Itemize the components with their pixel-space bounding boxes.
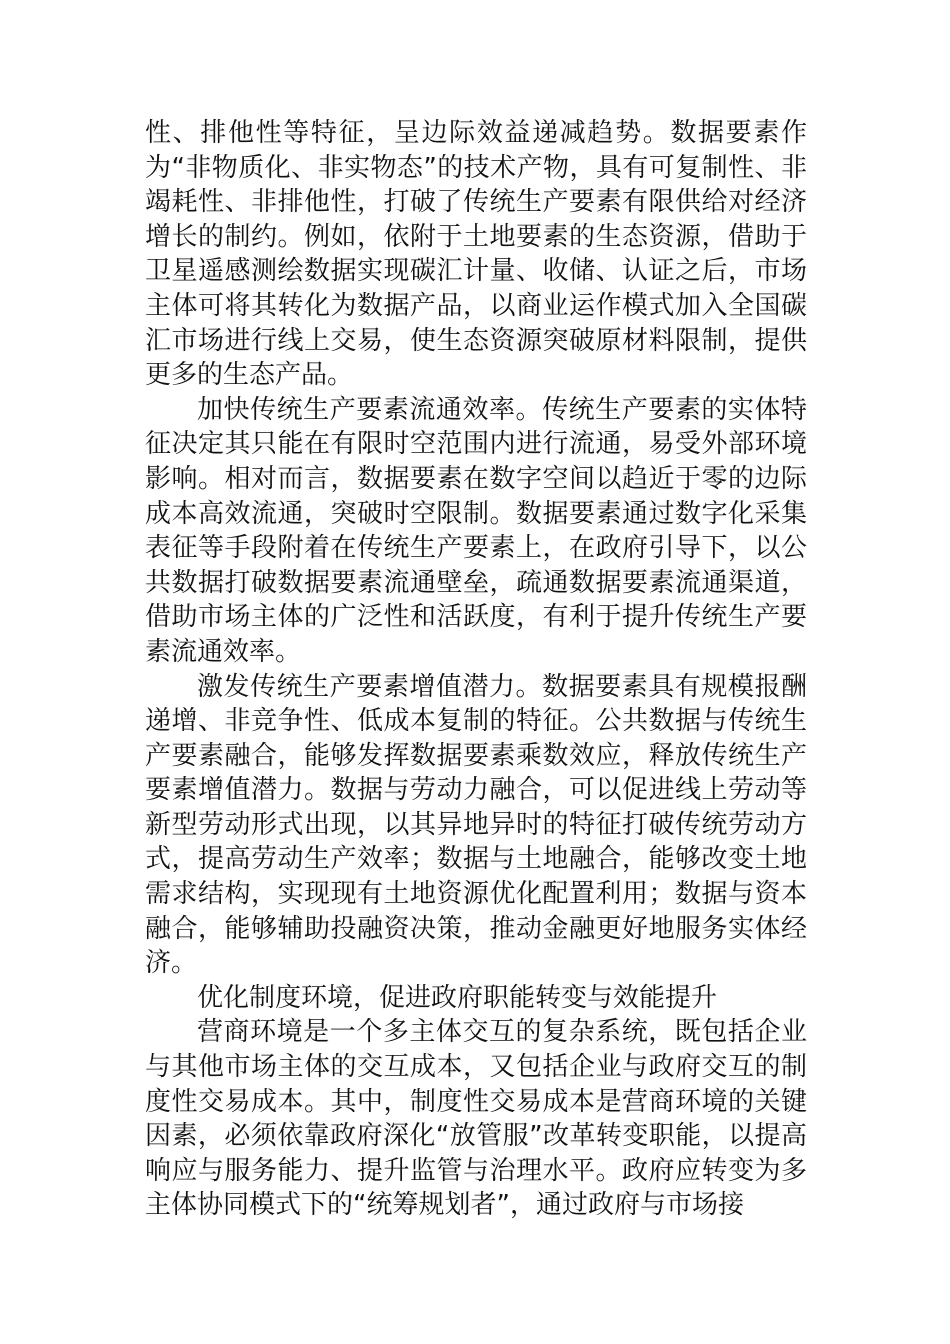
paragraph-2: 加快传统生产要素流通效率。传统生产要素的实体特征决定其只能在有限时空范围内进行流通，易受外部环境影响。相对而言，数据要素在数字空间以趋近于零的边际成本高效流通，突破时空限制。数据要素通过数字化采集表征等手段附着在传统生产要素上，在政府引导下，以公共数据打破数据要素流通壁垒，疏通数据要素流通渠道，借助市场主体的广泛性和活跃度，有利于提升传统生产要素流通效率。: [145, 394, 807, 667]
paragraph-5: 营商环境是一个多主体交互的复杂系统，既包括企业与其他市场主体的交互成本，又包括企业与政府交互的制度性交易成本。其中，制度性交易成本是营商环境的关键因素，必须依靠政府深化“放管服”改革转变职能，以提高响应与服务能力、提升监管与治理水平。政府应转变为多主体协同模式下的“统筹规划者”，通过政府与市场接: [145, 1017, 807, 1221]
paragraph-3: 激发传统生产要素增值潜力。数据要素具有规模报酬递增、非竞争性、低成本复制的特征。公共数据与传统生产要素融合，能够发挥数据要素乘数效应，释放传统生产要素增值潜力。数据与劳动力融合，可以促进线上劳动等新型劳动形式出现，以其异地异时的特征打破传统劳动方式，提高劳动生产效率；数据与土地融合，能够改变土地需求结构，实现现有土地资源优化配置利用；数据与资本融合，能够辅助投融资决策，推动金融更好地服务实体经济。: [145, 671, 807, 979]
document-page: [145, 116, 807, 1223]
paragraph-1: 性、排他性等特征，呈边际效益递减趋势。数据要素作为“非物质化、非实物态”的技术产物，具有可复制性、非竭耗性、非排他性，打破了传统生产要素有限供给对经济增长的制约。例如，依附于土地要素的生态资源，借助于卫星遥感测绘数据实现碳汇计量、收储、认证之后，市场主体可将其转化为数据产品，以商业运作模式加入全国碳汇市场进行线上交易，使生态资源突破原材料限制，提供更多的生态产品。: [145, 118, 807, 391]
section-heading: 优化制度环境，促进政府职能转变与效能提升: [197, 982, 718, 1013]
